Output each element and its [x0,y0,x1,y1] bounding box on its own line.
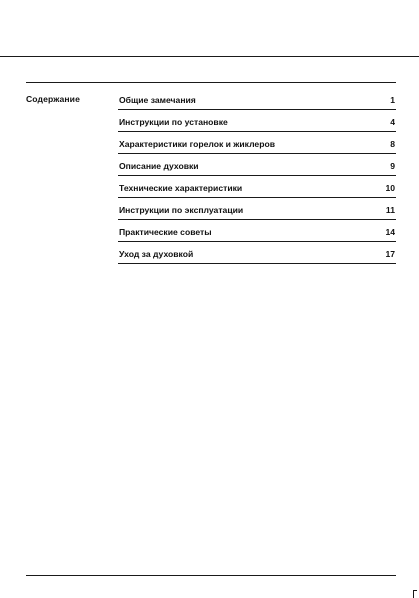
toc-entry-oven-description[interactable] [118,154,396,176]
toc-entry-installation[interactable] [118,110,396,132]
toc-entry-burners-jets[interactable] [118,132,396,154]
toc-entry-page: 8 [390,139,395,149]
contents-top-rule [26,82,396,83]
toc-entry-operation[interactable] [118,198,396,220]
toc-entry-oven-care[interactable] [118,242,396,264]
toc-entry-label: Описание духовки [119,161,199,171]
toc-entry-label: Общие замечания [119,95,196,105]
toc-entry-general-notes[interactable] [118,88,396,110]
toc-entry-label: Характеристики горелок и жиклеров [119,139,275,149]
toc-entry-practical-tips[interactable] [118,220,396,242]
toc-entry-page: 4 [390,117,395,127]
toc-entry-label: Технические характеристики [119,183,243,193]
toc-entry-label: Инструкции по эксплуатации [119,205,244,215]
toc-entry-label: Уход за духовкой [119,249,194,259]
footer-rule [26,575,396,576]
toc-entry-label: Практические советы [119,227,212,237]
toc-entry-page: 1 [390,95,395,105]
toc-entry-label: Инструкции по установке [119,117,228,127]
toc-entry-page: 14 [385,227,395,237]
contents-heading: Содержание [26,94,80,104]
toc-entry-page: 9 [390,161,395,171]
toc-entry-specifications[interactable] [118,176,396,198]
toc-entry-page: 17 [385,249,395,259]
header-rule [0,56,419,57]
crop-mark [413,590,417,598]
table-of-contents [118,88,396,264]
toc-entry-page: 11 [385,205,395,215]
toc-entry-page: 10 [385,183,395,193]
